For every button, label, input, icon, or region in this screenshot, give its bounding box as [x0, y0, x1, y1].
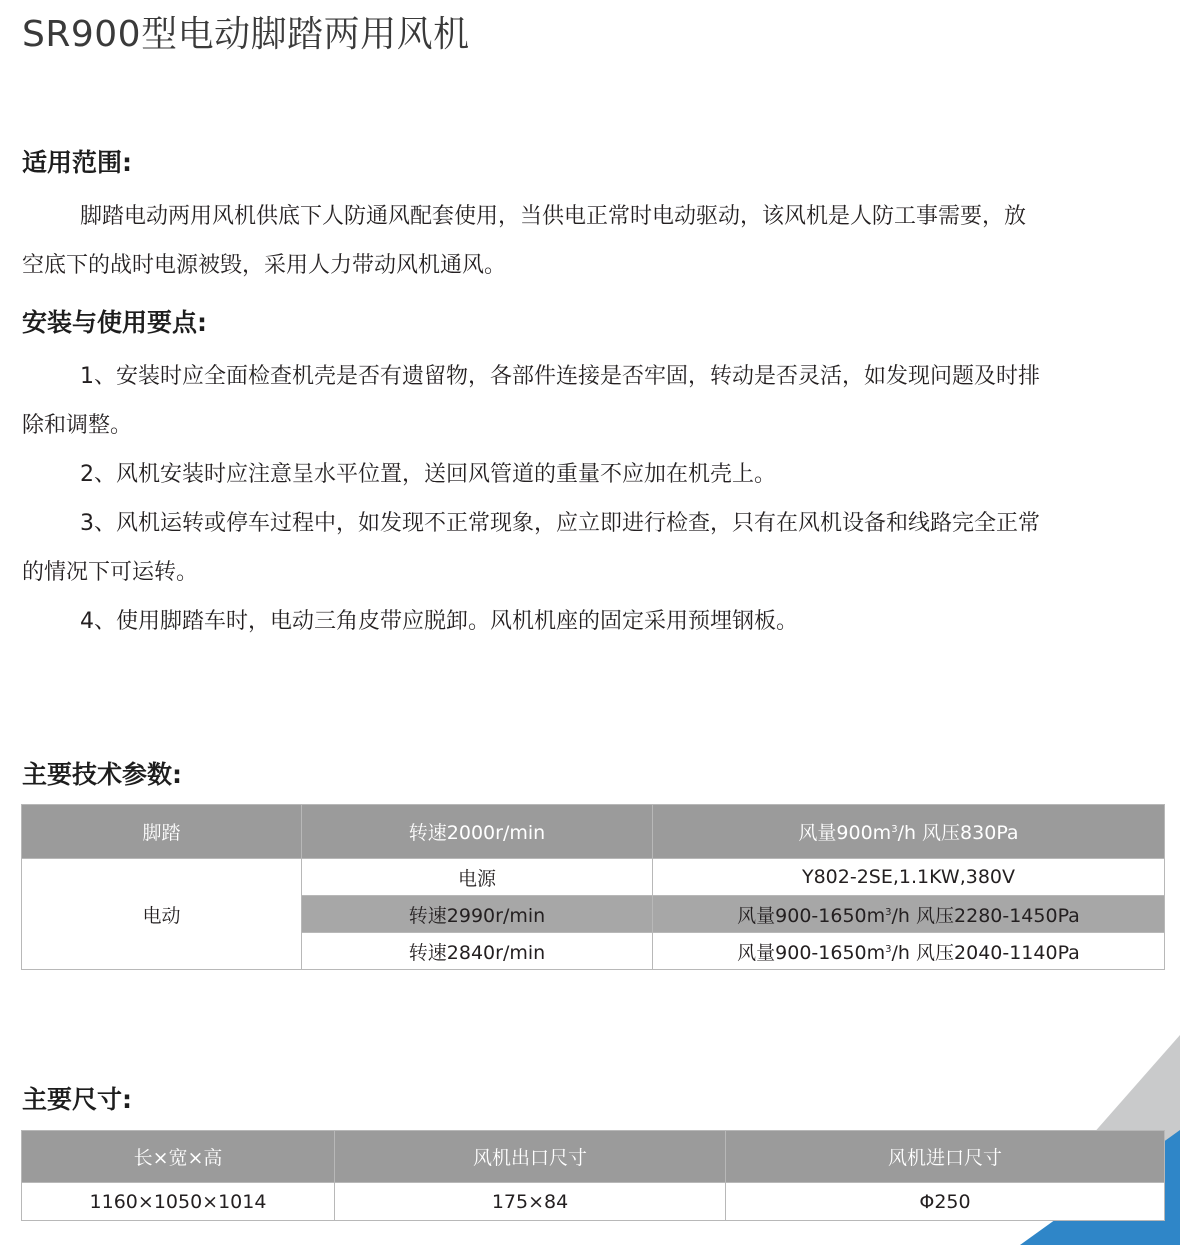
dims-header-size: 长×宽×高 — [22, 1131, 335, 1183]
dims-header-row — [22, 1131, 1165, 1183]
scope-line-1: 脚踏电动两用风机供底下人防通风配套使用，当供电正常时电动驱动，该风机是人防工事需要，放 — [80, 204, 1027, 229]
pedal-speed: 转速2000r/min — [302, 805, 653, 859]
install-item-1-cont: 除和调整。 — [22, 413, 133, 438]
install-heading: 安装与使用要点: — [22, 308, 207, 337]
install-item-3: 3、风机运转或停车过程中，如发现不正常现象，应立即进行检查，只有在风机设备和线路完全正常 — [80, 511, 1041, 536]
dims-value-size: 1160×1050×1014 — [22, 1183, 335, 1221]
pedal-flow: 风量$900m^3/h$ 风压830Pa — [653, 805, 1165, 859]
params-table — [21, 804, 1165, 970]
dims-value-inlet: Φ250 — [726, 1183, 1165, 1221]
electric-mode: 电动 — [22, 859, 302, 970]
dims-table — [21, 1130, 1165, 1221]
params-row-power — [22, 859, 1165, 896]
e2-flow: 风量$900-1650m^3/h$ 风压2040-1140Pa — [653, 933, 1165, 970]
power-value: Y802-2SE,1.1KW,380V — [653, 859, 1165, 896]
pedal-mode: 脚踏 — [22, 805, 302, 859]
params-row-pedal — [22, 805, 1165, 859]
page-title: SR900型电动脚踏两用风机 — [22, 14, 470, 55]
dims-heading: 主要尺寸: — [22, 1085, 132, 1114]
dims-header-inlet: 风机进口尺寸 — [726, 1131, 1165, 1183]
scope-line-2: 空底下的战时电源被毁，采用人力带动风机通风。 — [22, 253, 507, 278]
dims-value-row — [22, 1183, 1165, 1221]
params-heading: 主要技术参数: — [22, 760, 182, 789]
scope-paragraph — [22, 192, 1172, 290]
install-item-3-cont: 的情况下可运转。 — [22, 560, 199, 585]
e1-flow: 风量$900-1650m^3/h$ 风压2280-1450Pa — [653, 896, 1165, 933]
install-item-1: 1、安装时应全面检查机壳是否有遗留物，各部件连接是否牢固，转动是否灵活，如发现问题及时排 — [80, 364, 1041, 389]
dims-value-outlet: 175×84 — [335, 1183, 726, 1221]
scope-heading: 适用范围: — [22, 148, 132, 177]
e2-speed: 转速2840r/min — [302, 933, 653, 970]
dims-header-outlet: 风机出口尺寸 — [335, 1131, 726, 1183]
power-label: 电源 — [302, 859, 653, 896]
install-item-2: 2、风机安装时应注意呈水平位置，送回风管道的重量不应加在机壳上。 — [80, 462, 776, 487]
e1-speed: 转速2990r/min — [302, 896, 653, 933]
install-list — [22, 352, 1172, 646]
install-item-4: 4、使用脚踏车时，电动三角皮带应脱卸。风机机座的固定采用预埋钢板。 — [80, 609, 798, 634]
